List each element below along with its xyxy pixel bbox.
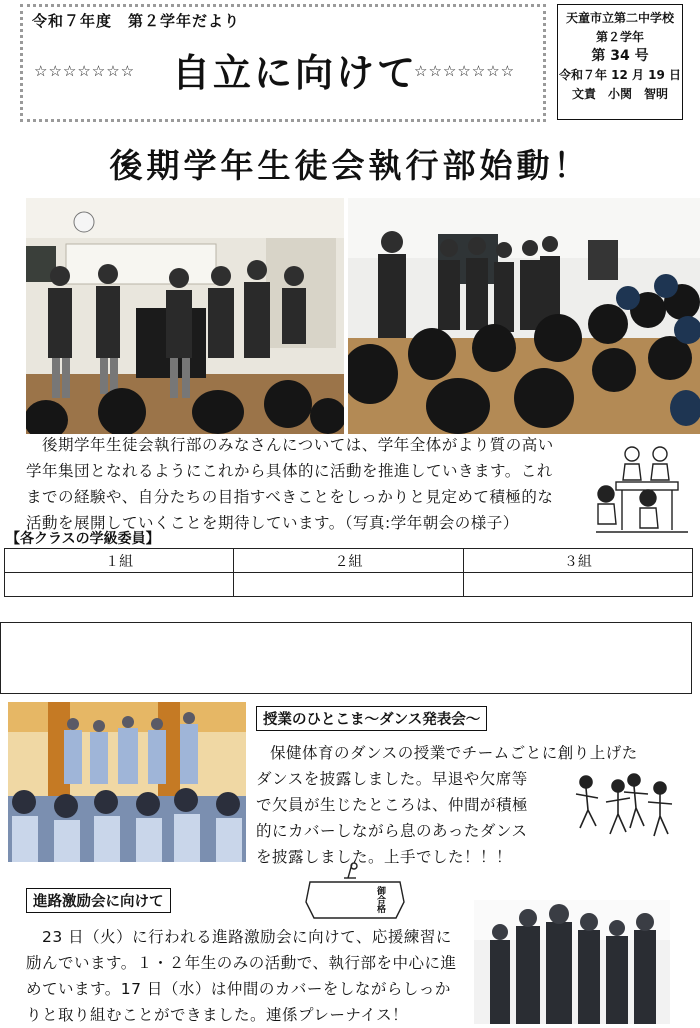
class-reps-table bbox=[4, 548, 693, 597]
text-line: 学年集団となれるようにこれから具体的に活動を推進していきます。これ bbox=[26, 462, 553, 480]
class-3-cell bbox=[463, 573, 692, 597]
issue-date: 令和７年 12 月 19 日 bbox=[558, 68, 682, 82]
table-row bbox=[5, 573, 693, 597]
grade-label: 第２学年 bbox=[595, 30, 644, 44]
text-line: めています。17 日（水）は仲間のカバーをしながらしっか bbox=[26, 980, 451, 998]
text-line: 的にカバーしながら息のあったダンス bbox=[256, 822, 528, 840]
text-line: 保健体育のダンスの授業でチームごとに創り上げた bbox=[270, 744, 638, 762]
text-line: 後期学年生徒会執行部のみなさんについては、学年全体がより質の高い bbox=[26, 436, 554, 454]
text-line: で欠員が生じたところは、仲間が積極 bbox=[256, 796, 529, 814]
text-line: 活動を展開していくことを期待しています。（写真:学年朝会の様子） bbox=[26, 514, 519, 532]
stars-decoration-left: ☆☆☆☆☆☆☆ bbox=[34, 62, 136, 80]
assembly-photo-right bbox=[348, 198, 700, 434]
text-line: りと取り組むことができました。連係プレーナイス！ bbox=[26, 1006, 409, 1024]
meeting-illustration bbox=[592, 440, 692, 540]
table-header-row bbox=[5, 549, 693, 573]
cheering-practice-photo bbox=[474, 900, 670, 1024]
text-line: ダンスを披露しました。早退や欠席等 bbox=[256, 770, 528, 788]
class-1-header: １組 bbox=[5, 549, 234, 573]
text-line: 励んでいます。１・２年生のみの活動で、執行部を中心に進 bbox=[26, 954, 457, 972]
plaque-label: 御合格 bbox=[375, 886, 385, 913]
issue-info-box bbox=[557, 4, 683, 120]
newsletter-title: 自立に向けて bbox=[172, 51, 419, 95]
newsletter-subtitle: 令和７年度 第２学年だより bbox=[32, 12, 241, 30]
article-executive-text bbox=[26, 432, 591, 536]
dance-heading: 授業のひとこま～ダンス発表会～ bbox=[256, 706, 487, 731]
career-article-text bbox=[26, 924, 472, 1028]
class-1-cell bbox=[5, 573, 234, 597]
career-heading: 進路激励会に向けて bbox=[26, 888, 171, 913]
class-2-cell bbox=[234, 573, 463, 597]
school-name: 天童市立第二中学校 bbox=[565, 11, 674, 25]
author-credit: 文責 小関 智明 bbox=[571, 87, 668, 101]
blank-box bbox=[0, 622, 692, 694]
class-3-header: ３組 bbox=[463, 549, 692, 573]
class-2-header: ２組 bbox=[234, 549, 463, 573]
stars-decoration-right: ☆☆☆☆☆☆☆ bbox=[414, 62, 516, 80]
plaque-illustration bbox=[300, 862, 410, 922]
text-line: 23 日（火）に行われる進路激励会に向けて、応援練習に bbox=[26, 928, 452, 946]
text-line: を披露しました。上手でした！！！ bbox=[256, 848, 513, 866]
class-reps-heading: 【各クラスの学級委員】 bbox=[6, 531, 160, 547]
dance-photo bbox=[8, 702, 246, 862]
text-line: までの経験や、自分たちの目指すべきことをしっかりと見定めて積極的な bbox=[26, 488, 554, 506]
dancers-illustration bbox=[572, 772, 678, 844]
main-headline: 後期学年生徒会執行部始動！ bbox=[109, 146, 591, 185]
assembly-photo-left bbox=[26, 198, 344, 434]
issue-number: 第 34 号 bbox=[591, 48, 649, 64]
